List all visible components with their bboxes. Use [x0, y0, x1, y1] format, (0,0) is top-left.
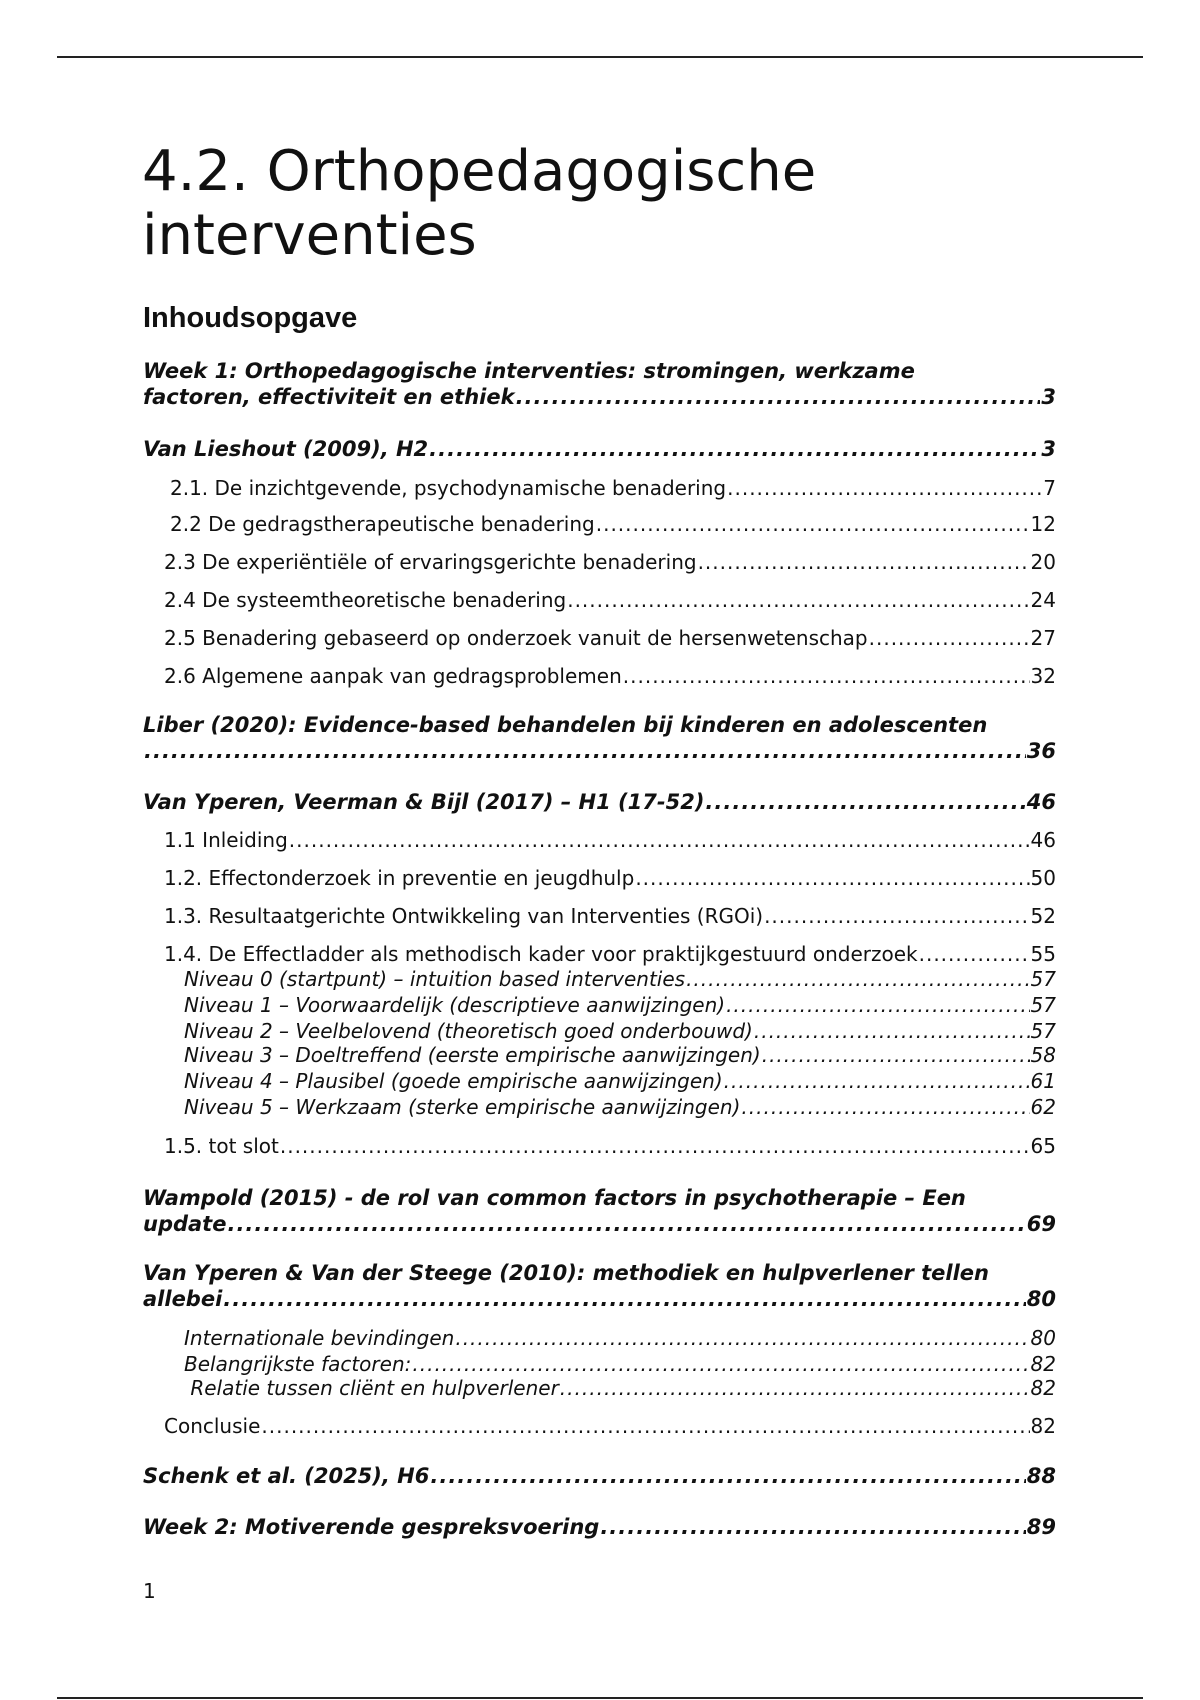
toc-entry-page: 46 — [1030, 828, 1056, 852]
toc-entry-title: Niveau 0 (startpunt) – intuition based interventies — [184, 967, 686, 991]
toc-entry-title: Relatie tussen cliënt en hulpverlener — [184, 1376, 559, 1400]
dot-leader — [430, 1463, 1025, 1489]
toc-entry-title-line-1: Liber (2020): Evidence-based behandelen bij kinderen en adolescenten — [143, 713, 988, 737]
toc-entry-title: Niveau 1 – Voorwaardelijk (descriptieve aanwijzingen) — [184, 993, 726, 1017]
dot-leader — [516, 384, 1041, 410]
dot-leader — [741, 1094, 1029, 1120]
toc-entry-title: Belangrijkste factoren: — [184, 1352, 412, 1376]
dot-leader — [429, 436, 1040, 462]
dot-leader — [698, 549, 1030, 575]
toc-entry-van-lieshout[interactable] — [143, 436, 1056, 462]
dot-leader — [754, 1018, 1030, 1044]
toc-entry-page: 82 — [1030, 1414, 1056, 1438]
toc-entry-page: 12 — [1030, 512, 1056, 536]
toc-entry-2-2[interactable] — [170, 511, 1056, 537]
toc-entry-title: 1.4. De Effectladder als methodisch kader voor praktijkgestuurd onderzoek — [164, 942, 918, 966]
toc-entry-title: Conclusie — [164, 1414, 261, 1438]
toc-entry-page: 82 — [1030, 1376, 1056, 1400]
toc-entry-week-2[interactable] — [143, 1514, 1056, 1540]
dot-leader — [289, 827, 1030, 853]
toc-entry-page: 61 — [1030, 1069, 1056, 1093]
dot-leader — [762, 1042, 1030, 1068]
toc-entry-page: 69 — [1026, 1212, 1056, 1236]
dot-leader — [919, 941, 1030, 967]
toc-entry-2-6[interactable] — [164, 663, 1056, 689]
dot-leader — [412, 1351, 1029, 1377]
toc-entry-title-line-1: Wampold (2015) - de rol van common factors in psychotherapie – Een — [143, 1186, 966, 1210]
toc-heading: Inhoudsopgave — [143, 302, 358, 334]
toc-entry-title: Van Lieshout (2009), H2 — [143, 437, 429, 461]
toc-entry-title: 1.3. Resultaatgerichte Ontwikkeling van Interventies (RGOi) — [164, 904, 764, 928]
toc-entry-title: Niveau 5 – Werkzaam (sterke empirische aanwijzingen) — [184, 1095, 741, 1119]
page-top-rule — [57, 56, 1143, 58]
dot-leader — [600, 1514, 1025, 1540]
toc-entry-page: 57 — [1030, 1019, 1056, 1043]
dot-leader — [764, 903, 1029, 929]
toc-entry-week-1[interactable] — [143, 358, 1056, 410]
toc-entry-page: 57 — [1030, 993, 1056, 1017]
toc-entry-title: Niveau 2 – Veelbelovend (theoretisch goed onderbouwd) — [184, 1019, 753, 1043]
page-title: 4.2. Orthopedagogische interventies — [142, 139, 817, 268]
toc-entry-title: 2.1. De inzichtgevende, psychodynamische benadering — [170, 476, 727, 500]
toc-entry-title: allebei — [143, 1287, 223, 1311]
toc-entry-title: Van Yperen, Veerman & Bijl (2017) – H1 (17-52) — [143, 790, 705, 814]
toc-entry-title: factoren, effectiviteit en ethiek — [143, 385, 515, 409]
toc-entry-title: 2.5 Benadering gebaseerd op onderzoek vanuit de hersenwetenschap — [164, 626, 868, 650]
toc-entry-page: 52 — [1030, 904, 1056, 928]
dot-leader — [869, 625, 1030, 651]
toc-entry-page: 80 — [1030, 1326, 1056, 1350]
dot-leader — [686, 966, 1029, 992]
toc-entry-title: 2.6 Algemene aanpak van gedragsproblemen — [164, 664, 622, 688]
dot-leader — [705, 789, 1025, 815]
toc-entry-niveau-2[interactable] — [184, 1018, 1056, 1044]
toc-entry-title: Schenk et al. (2025), H6 — [143, 1464, 430, 1488]
toc-entry-schenk[interactable] — [143, 1463, 1056, 1489]
toc-entry-1-4[interactable] — [164, 941, 1056, 967]
dot-leader — [635, 865, 1029, 891]
toc-entry-title-line-1: Week 1: Orthopedagogische interventies: stromingen, werkzame — [143, 359, 915, 383]
toc-entry-page: 27 — [1030, 626, 1056, 650]
toc-entry-page: 80 — [1026, 1287, 1056, 1311]
toc-entry-title: 1.1 Inleiding — [164, 828, 288, 852]
toc-entry-title: Internationale bevindingen — [184, 1326, 455, 1350]
toc-entry-page: 46 — [1026, 790, 1056, 814]
toc-entry-page: 20 — [1030, 550, 1056, 574]
toc-entry-title: 1.2. Effectonderzoek in preventie en jeugdhulp — [164, 866, 635, 890]
toc-entry-belangrijkste-factoren[interactable] — [184, 1351, 1056, 1377]
toc-entry-1-3[interactable] — [164, 903, 1056, 929]
dot-leader — [144, 738, 1026, 764]
toc-entry-page: 89 — [1026, 1515, 1056, 1539]
toc-entry-2-1[interactable] — [170, 475, 1056, 501]
toc-entry-title: 2.4 De systeemtheoretische benadering — [164, 588, 567, 612]
toc-entry-1-1[interactable] — [164, 827, 1056, 853]
toc-entry-title: update — [143, 1212, 227, 1236]
toc-entry-van-yperen-veerman-bijl[interactable] — [143, 789, 1056, 815]
toc-entry-page: 50 — [1030, 866, 1056, 890]
toc-entry-liber[interactable] — [143, 712, 1056, 764]
dot-leader — [567, 587, 1029, 613]
toc-entry-2-5[interactable] — [164, 625, 1056, 651]
toc-entry-niveau-4[interactable] — [184, 1068, 1056, 1094]
toc-entry-niveau-5[interactable] — [184, 1094, 1056, 1120]
toc-entry-page: 32 — [1030, 664, 1056, 688]
toc-entry-wampold[interactable] — [143, 1185, 1056, 1237]
dot-leader — [560, 1375, 1030, 1401]
dot-leader — [724, 1068, 1030, 1094]
toc-entry-page: 62 — [1030, 1095, 1056, 1119]
toc-entry-title: 2.2 De gedragstherapeutische benadering — [170, 512, 595, 536]
toc-entry-niveau-1[interactable] — [184, 992, 1056, 1018]
toc-entry-title: Niveau 4 – Plausibel (goede empirische aanwijzingen) — [184, 1069, 723, 1093]
toc-entry-page: 3 — [1041, 385, 1056, 409]
toc-entry-page: 3 — [1041, 437, 1056, 461]
toc-entry-title: 1.5. tot slot — [164, 1134, 279, 1158]
page-number: 1 — [143, 1579, 156, 1603]
toc-entry-niveau-0[interactable] — [184, 966, 1056, 992]
toc-entry-van-yperen-van-der-steege[interactable] — [143, 1260, 1056, 1312]
dot-leader — [227, 1211, 1025, 1237]
dot-leader — [596, 511, 1030, 537]
toc-entry-1-5[interactable] — [164, 1133, 1056, 1159]
toc-entry-niveau-3[interactable] — [184, 1042, 1056, 1068]
toc-entry-relatie[interactable] — [184, 1375, 1056, 1401]
dot-leader — [280, 1133, 1030, 1159]
toc-entry-1-2[interactable] — [164, 865, 1056, 891]
dot-leader — [261, 1413, 1029, 1439]
dot-leader — [223, 1286, 1025, 1312]
toc-entry-title-line-1: Van Yperen & Van der Steege (2010): methodiek en hulpverlener tellen — [143, 1261, 989, 1285]
toc-entry-2-4[interactable] — [164, 587, 1056, 613]
toc-entry-page: 88 — [1026, 1464, 1056, 1488]
page-bottom-rule — [57, 1697, 1143, 1699]
toc-entry-page: 57 — [1030, 967, 1056, 991]
toc-entry-page: 7 — [1043, 476, 1056, 500]
dot-leader — [455, 1325, 1029, 1351]
toc-entry-conclusie[interactable] — [164, 1413, 1056, 1439]
toc-entry-internationale-bevindingen[interactable] — [184, 1325, 1056, 1351]
toc-entry-page: 82 — [1030, 1352, 1056, 1376]
toc-entry-page: 55 — [1030, 942, 1056, 966]
dot-leader — [726, 992, 1029, 1018]
toc-entry-page: 65 — [1030, 1134, 1056, 1158]
toc-entry-2-3[interactable] — [164, 549, 1056, 575]
dot-leader — [727, 475, 1042, 501]
toc-entry-title: Week 2: Motiverende gespreksvoering — [143, 1515, 600, 1539]
toc-entry-page: 58 — [1030, 1043, 1056, 1067]
toc-entry-page: 36 — [1026, 739, 1056, 763]
toc-entry-title: 2.3 De experiëntiële of ervaringsgerichte benadering — [164, 550, 697, 574]
toc-entry-title: Niveau 3 – Doeltreffend (eerste empirische aanwijzingen) — [184, 1043, 761, 1067]
toc-entry-page: 24 — [1030, 588, 1056, 612]
dot-leader — [623, 663, 1030, 689]
